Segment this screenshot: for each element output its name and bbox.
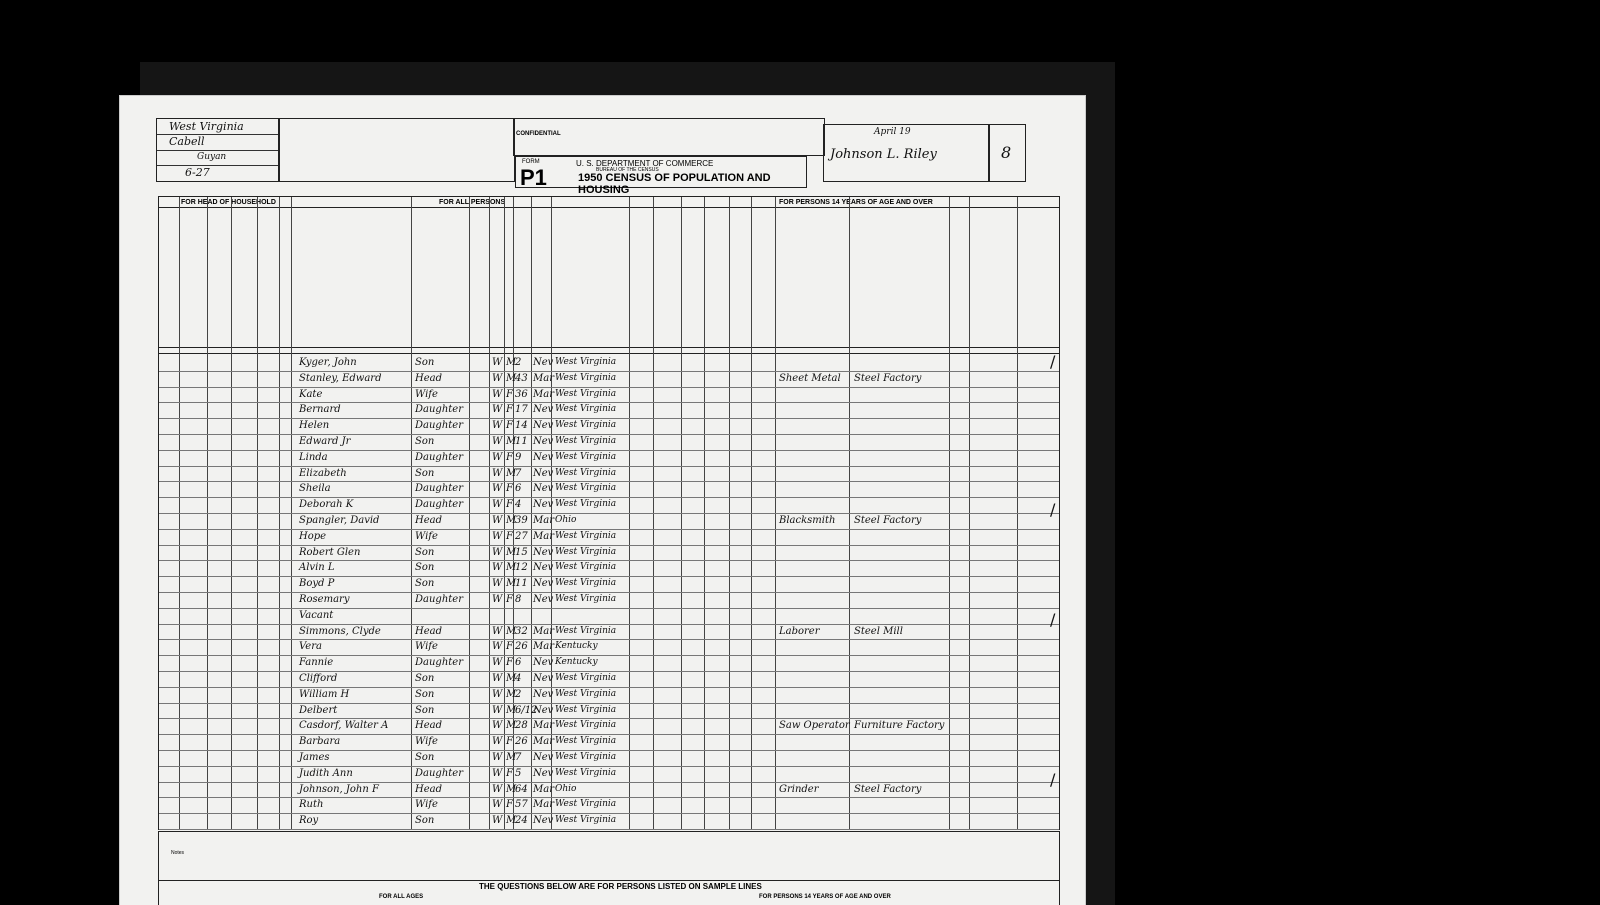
notes-label: Notes (171, 850, 185, 856)
birthplace: West Virginia (555, 767, 617, 778)
age: 26 (515, 641, 528, 653)
person-name: Helen (299, 420, 330, 432)
person-name: Kyger, John (299, 357, 357, 368)
race: W (492, 436, 503, 447)
row-line (159, 466, 1059, 467)
marital-status: Nev (533, 767, 554, 779)
relationship: Head (415, 625, 443, 637)
enumerator-block (823, 124, 990, 182)
marital-status: Mar (533, 736, 554, 748)
sex: M (506, 673, 517, 684)
row-line (159, 750, 1059, 751)
census-sheet (120, 96, 1085, 905)
race: W (492, 799, 503, 811)
row-line (159, 734, 1059, 735)
race: W (492, 673, 503, 684)
marital-status: Mar (533, 641, 554, 653)
row-line (159, 766, 1059, 767)
age: 6 (515, 657, 522, 669)
person-name: Spangler, David (299, 515, 380, 526)
race: W (492, 783, 503, 795)
person-name: Bernard (299, 404, 341, 416)
age: 4 (515, 673, 522, 684)
age: 7 (515, 467, 522, 479)
row-line (159, 608, 1059, 609)
person-name: Linda (299, 451, 328, 463)
race: W (492, 420, 503, 432)
birthplace: West Virginia (555, 704, 617, 715)
age: 39 (515, 515, 528, 526)
relationship: Head (415, 783, 443, 795)
birthplace: West Virginia (555, 357, 617, 367)
birthplace: West Virginia (555, 736, 617, 747)
sex: M (506, 372, 517, 384)
row-line (159, 671, 1059, 672)
birthplace: Ohio (555, 783, 577, 794)
sex: M (506, 515, 517, 526)
check-mark: / (1050, 770, 1056, 789)
person-name: Deborah K (299, 499, 354, 511)
marital-status: Mar (533, 388, 554, 400)
marital-status: Nev (533, 815, 554, 827)
row-line (159, 797, 1059, 798)
marital-status: Nev (533, 752, 554, 763)
census-title: 1950 CENSUS OF POPULATION AND HOUSING (578, 172, 771, 196)
occupation: Grinder (779, 783, 819, 795)
industry: Steel Factory (854, 515, 922, 526)
form-title-box (515, 156, 807, 196)
check-mark: / (1050, 500, 1056, 519)
marital-status: Nev (533, 499, 554, 511)
relationship: Son (415, 673, 435, 684)
birthplace: West Virginia (555, 578, 617, 589)
sheet-number-block (988, 124, 1026, 182)
race: W (492, 767, 503, 779)
industry: Steel Mill (854, 625, 903, 637)
relationship: Son (415, 752, 435, 763)
relationship: Son (415, 436, 435, 447)
sex: M (506, 578, 517, 590)
age: 6 (515, 483, 522, 495)
relationship: Wife (415, 799, 438, 811)
marital-status: Nev (533, 562, 554, 574)
birthplace: West Virginia (555, 673, 617, 683)
race: W (492, 625, 503, 637)
relationship: Wife (415, 530, 438, 542)
sample-lines-title: THE QUESTIONS BELOW ARE FOR PERSONS LISTED ON SAMPLE LINES (479, 882, 762, 891)
marital-status: Nev (533, 594, 554, 605)
occupation: Saw Operator (779, 720, 850, 732)
relationship: Daughter (415, 657, 463, 669)
confidential-label: CONFIDENTIAL (516, 131, 561, 137)
birthplace: West Virginia (555, 720, 617, 731)
sex: F (506, 420, 513, 432)
age: 2 (515, 357, 522, 368)
age: 26 (515, 736, 528, 748)
marital-status: Mar (533, 372, 554, 384)
marital-status: Mar (533, 515, 554, 526)
birthplace: West Virginia (555, 688, 617, 699)
race: W (492, 467, 503, 479)
address-block (278, 118, 515, 182)
sex: F (506, 530, 513, 542)
person-name: Fannie (299, 657, 334, 669)
section-head-of-household: FOR HEAD OF HOUSEHOLD (181, 199, 276, 206)
race: W (492, 388, 503, 400)
sex: F (506, 641, 513, 653)
marital-status: Mar (533, 625, 554, 637)
birthplace: West Virginia (555, 436, 617, 446)
marital-status: Nev (533, 467, 554, 479)
person-name: Barbara (299, 736, 341, 748)
row-line (159, 829, 1059, 830)
row-line (159, 481, 1059, 482)
sex: F (506, 767, 513, 779)
relationship: Wife (415, 388, 438, 400)
person-name: Elizabeth (299, 467, 347, 479)
row-line (159, 450, 1059, 451)
birthplace: West Virginia (555, 546, 617, 557)
row-line (159, 497, 1059, 498)
row-line (159, 434, 1059, 435)
race: W (492, 815, 503, 827)
district-value: Guyan (197, 152, 227, 162)
race: W (492, 720, 503, 732)
relationship: Daughter (415, 483, 463, 495)
occupation: Sheet Metal (779, 372, 841, 384)
age: 32 (515, 625, 528, 637)
marital-status: Nev (533, 688, 554, 700)
relationship: Son (415, 578, 435, 590)
person-name: Boyd P (299, 578, 335, 590)
marital-status: Mar (533, 783, 554, 795)
row-line (159, 560, 1059, 561)
marital-status: Nev (533, 657, 554, 669)
relationship: Daughter (415, 404, 463, 416)
person-name: Judith Ann (299, 767, 353, 779)
sex: M (506, 546, 517, 558)
section-all-persons: FOR ALL PERSONS (439, 199, 506, 206)
form-label: FORM (522, 159, 540, 165)
relationship: Daughter (415, 499, 463, 511)
race: W (492, 357, 503, 368)
age: 27 (515, 530, 528, 542)
row-line (159, 545, 1059, 546)
sex: F (506, 404, 513, 416)
row-line (159, 513, 1059, 514)
person-name: Sheila (299, 483, 331, 495)
row-line (159, 529, 1059, 530)
sex: M (506, 720, 517, 732)
confidential-block (513, 118, 825, 156)
person-name: William H (299, 688, 350, 700)
marital-status: Nev (533, 357, 554, 368)
row-line (159, 371, 1059, 372)
age: 36 (515, 388, 528, 400)
ed-value: 6-27 (185, 166, 210, 179)
race: W (492, 483, 503, 495)
marital-status: Nev (533, 420, 554, 432)
sex: F (506, 736, 513, 748)
person-name: Vera (299, 641, 322, 653)
person-name: Johnson, John F (299, 783, 379, 795)
marital-status: Nev (533, 546, 554, 558)
birthplace: West Virginia (555, 499, 617, 510)
sex: M (506, 704, 517, 716)
relationship: Head (415, 515, 443, 526)
person-name: Alvin L (299, 562, 335, 574)
bureau: BUREAU OF THE CENSUS (596, 167, 659, 173)
row-line (159, 782, 1059, 783)
relationship: Son (415, 562, 435, 574)
race: W (492, 594, 503, 605)
person-name: Delbert (299, 704, 338, 716)
race: W (492, 657, 503, 669)
person-name: Hope (299, 530, 327, 542)
birthplace: West Virginia (555, 752, 617, 762)
relationship: Wife (415, 736, 438, 748)
date-started: April 19 (874, 127, 911, 137)
sex: M (506, 357, 517, 368)
birthplace: West Virginia (555, 404, 617, 415)
occupation: Blacksmith (779, 515, 836, 526)
birthplace: West Virginia (555, 625, 617, 636)
all-ages-label: FOR ALL AGES (379, 894, 424, 900)
sex: M (506, 625, 517, 637)
birthplace: Kentucky (555, 641, 598, 652)
row-line (159, 655, 1059, 656)
marital-status: Nev (533, 483, 554, 495)
birthplace: West Virginia (555, 372, 617, 383)
sex: M (506, 562, 517, 574)
race: W (492, 546, 503, 558)
birthplace: West Virginia (555, 530, 617, 541)
age: 57 (515, 799, 528, 811)
sex: F (506, 499, 513, 511)
person-name: Clifford (299, 673, 338, 684)
age: 43 (515, 372, 528, 384)
form-code: P1 (520, 165, 547, 190)
sex: F (506, 388, 513, 400)
relationship: Head (415, 372, 443, 384)
birthplace: West Virginia (555, 562, 617, 573)
relationship: Son (415, 688, 435, 700)
marital-status: Mar (533, 720, 554, 732)
age: 28 (515, 720, 528, 732)
age: 5 (515, 767, 522, 779)
race: W (492, 372, 503, 384)
race: W (492, 404, 503, 416)
sample-lines-section (158, 831, 1060, 905)
race: W (492, 562, 503, 574)
check-mark: / (1050, 352, 1056, 371)
marital-status: Nev (533, 704, 554, 716)
sex: F (506, 483, 513, 495)
relationship: Head (415, 720, 443, 732)
sex: M (506, 783, 517, 795)
sex: M (506, 752, 517, 763)
sex: F (506, 594, 513, 605)
marital-status: Nev (533, 578, 554, 590)
birthplace: West Virginia (555, 467, 617, 478)
birthplace: Ohio (555, 515, 577, 525)
age: 4 (515, 499, 522, 511)
person-name: Roy (299, 815, 319, 827)
person-name: Edward Jr (299, 436, 351, 447)
row-line (159, 402, 1059, 403)
race: W (492, 704, 503, 716)
race: W (492, 688, 503, 700)
relationship: Daughter (415, 594, 463, 605)
sex: M (506, 467, 517, 479)
age: 11 (515, 436, 528, 447)
age: 12 (515, 562, 528, 574)
age: 2 (515, 688, 522, 700)
row-line (159, 687, 1059, 688)
enumerator-signature: Johnson L. Riley (830, 147, 937, 162)
industry: Steel Factory (854, 372, 922, 384)
person-name: Vacant (299, 609, 334, 621)
relationship: Son (415, 467, 435, 479)
race: W (492, 736, 503, 748)
age: 24 (515, 815, 528, 827)
census-table (158, 196, 1060, 830)
birthplace: West Virginia (555, 483, 617, 494)
birthplace: West Virginia (555, 815, 617, 826)
county-value: Cabell (169, 135, 205, 148)
relationship: Son (415, 357, 435, 368)
state-value: West Virginia (169, 120, 244, 133)
age: 14 (515, 420, 528, 432)
row-line (159, 387, 1059, 388)
birthplace: West Virginia (555, 420, 617, 431)
location-block (156, 118, 280, 182)
age: 8 (515, 594, 522, 605)
industry: Steel Factory (854, 783, 922, 795)
person-name: James (299, 752, 330, 763)
age: 9 (515, 451, 522, 463)
person-name: Robert Glen (299, 546, 361, 558)
persons-14-label: FOR PERSONS 14 YEARS OF AGE AND OVER (759, 894, 891, 900)
age: 64 (515, 783, 528, 795)
age: 11 (515, 578, 528, 590)
row-line (159, 813, 1059, 814)
birthplace: West Virginia (555, 388, 617, 399)
sheet-number: 8 (1001, 143, 1012, 162)
marital-status: Nev (533, 404, 554, 416)
age: 17 (515, 404, 528, 416)
industry: Furniture Factory (854, 720, 945, 732)
person-name: Kate (299, 388, 323, 400)
marital-status: Nev (533, 436, 554, 447)
race: W (492, 499, 503, 511)
race: W (492, 451, 503, 463)
row-line (159, 624, 1059, 625)
relationship: Daughter (415, 420, 463, 432)
age: 6/12 (515, 704, 538, 716)
marital-status: Nev (533, 673, 554, 684)
relationship: Daughter (415, 767, 463, 779)
marital-status: Mar (533, 799, 554, 811)
race: W (492, 515, 503, 526)
sex: F (506, 799, 513, 811)
check-mark: / (1050, 610, 1056, 629)
sex: M (506, 436, 517, 447)
relationship: Daughter (415, 451, 463, 463)
sex: M (506, 815, 517, 827)
race: W (492, 578, 503, 590)
row-line (159, 592, 1059, 593)
person-name: Simmons, Clyde (299, 625, 381, 637)
row-line (159, 576, 1059, 577)
birthplace: West Virginia (555, 799, 617, 810)
sex: F (506, 451, 513, 463)
department: U. S. DEPARTMENT OF COMMERCE (576, 159, 714, 168)
age: 15 (515, 546, 528, 558)
occupation: Laborer (779, 625, 820, 637)
birthplace: West Virginia (555, 594, 617, 604)
relationship: Son (415, 704, 435, 716)
race: W (492, 752, 503, 763)
relationship: Wife (415, 641, 438, 653)
relationship: Son (415, 815, 435, 827)
person-name: Casdorf, Walter A (299, 720, 389, 732)
marital-status: Mar (533, 530, 554, 542)
person-name: Ruth (299, 799, 324, 811)
sex: M (506, 688, 517, 700)
section-persons-14: FOR PERSONS 14 YEARS OF AGE AND OVER (779, 199, 933, 206)
row-line (159, 639, 1059, 640)
row-line (159, 418, 1059, 419)
row-line (159, 703, 1059, 704)
race: W (492, 641, 503, 653)
marital-status: Nev (533, 451, 554, 463)
row-line (159, 718, 1059, 719)
race: W (492, 530, 503, 542)
birthplace: West Virginia (555, 451, 617, 462)
sex: F (506, 657, 513, 669)
birthplace: Kentucky (555, 657, 598, 668)
age: 7 (515, 752, 522, 763)
relationship: Son (415, 546, 435, 558)
person-name: Rosemary (299, 594, 350, 605)
person-name: Stanley, Edward (299, 372, 382, 384)
